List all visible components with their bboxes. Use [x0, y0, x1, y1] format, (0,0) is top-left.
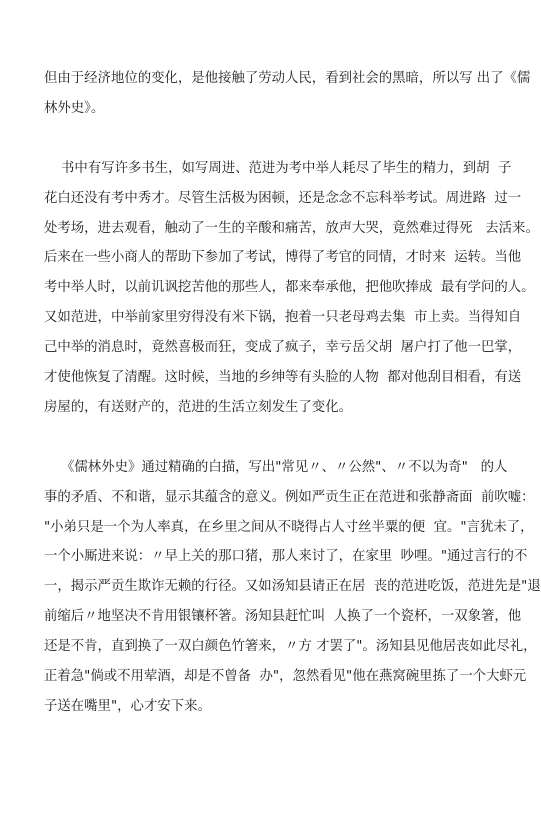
text-line: 处考场，进去观看，触动了一生的辛酸和痛苦，放声大哭，竟然难过得死 去活来。: [44, 220, 539, 236]
document-page: [44, 64, 541, 722]
text-line: 事的矛盾、不和谐，显示其蕴含的意义。例如严贡生正在范进和张静斋面 前吹嘘：: [44, 489, 535, 505]
text-line: 还是不肯，直到换了一双白颜色竹箸来，〃方 才罢了"。汤知县见他居丧如此尽礼，: [44, 639, 537, 655]
paragraph-spacer: [44, 124, 460, 154]
paragraph-2: [44, 154, 539, 423]
text-line: 花白还没有考中秀才。尽管生活极为困顿，还是念念不忘科举考试。周进路 过一: [44, 190, 522, 206]
text-line: 一，揭示严贡生欺诈无赖的行径。又如汤知县请正在居 丧的范进吃饭，范进先是"退: [44, 579, 541, 595]
text-line: 《儒林外史》通过精确的白描，写出"常见〃、〃公然"、〃不以为奇" 的人: [44, 459, 508, 475]
text-line: 又如范进，中举前家里穷得没有米下锅，抱着一只老母鸡去集 市上卖。当得知自: [44, 310, 522, 326]
text-line: 后来在一些小商人的帮助下参加了考试，博得了考官的同情，才时来 运转。当他: [44, 250, 522, 266]
text-line: 才使他恢复了清醒。这时候，当地的乡绅等有头脸的人物 都对他刮目相看，有送: [44, 370, 522, 386]
paragraph-1: [44, 64, 531, 124]
text-line: 己中举的消息时，竟然喜极而狂，变成了疯子，幸亏岳父胡 屠户打了他一巴掌，: [44, 340, 522, 356]
text-line: 正着急"倘或不用荤酒，却是不曾备 办"，忽然看见"他在燕窝碗里拣了一个大虾元: [44, 669, 527, 685]
text-line: 考中举人时，以前讥讽挖苦他的那些人，都来奉承他，把他吹捧成 最有学问的人。: [44, 280, 535, 296]
text-line: 书中有写许多书生，如写周进、范进为考中举人耗尽了毕生的精力，到胡 子: [44, 160, 512, 176]
text-line: 一个小厮进来说：〃早上关的那口猪，那人来讨了，在家里 吵哩。"通过言行的不: [44, 549, 528, 565]
text-line: "小弟只是一个为人率真，在乡里之间从不晓得占人寸丝半粟的便 宜。"言犹未了，: [44, 519, 534, 535]
text-line: 林外史》。: [44, 100, 105, 116]
text-line: 前缩后〃地坚决不肯用银镶杯箸。汤知县赶忙叫 人换了一个瓷杯，一双象箸，他: [44, 609, 522, 625]
text-line: 子送在嘴里"，心才安下来。: [44, 698, 211, 714]
text-line: 房屋的，有送财产的，范进的生活立刻发生了变化。: [44, 399, 352, 415]
paragraph-3: [44, 453, 541, 722]
text-line: 但由于经济地位的变化，是他接触了劳动人民，看到社会的黑暗，所以写 出了《儒: [44, 71, 531, 86]
paragraph-spacer: [44, 423, 460, 453]
